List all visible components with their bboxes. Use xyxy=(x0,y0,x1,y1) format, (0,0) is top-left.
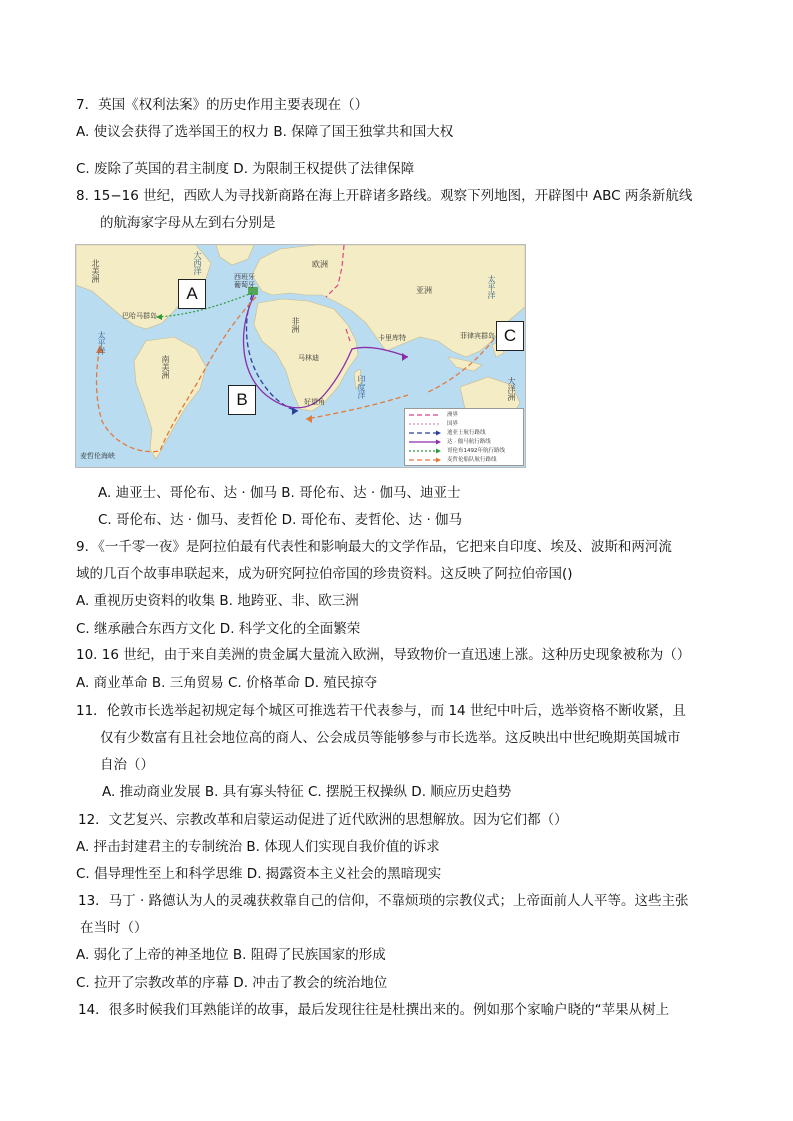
label-calicut: 卡里库特 xyxy=(378,334,406,342)
q11-stem-line1: 11．伦敦市长选举起初规定每个城区可推选若干代表参与，而 14 世纪中叶后，选举资格不断收紧，且 xyxy=(76,703,686,719)
label-oceania: 大洋洲 xyxy=(507,377,516,401)
label-malindi: 马林迪 xyxy=(298,354,319,362)
q11-options: A. 推动商业发展 B. 具有寡头特征 C. 摆脱王权操纵 D. 顺应历史趋势 xyxy=(102,784,512,800)
label-europe: 欧洲 xyxy=(312,260,328,269)
label-spain-portugal: 西班牙 葡萄牙 xyxy=(234,273,255,289)
q10-options: A. 商业革命 B. 三角贸易 C. 价格革命 D. 殖民掠夺 xyxy=(76,675,378,691)
q9-options-cd: C. 继承融合东西方文化 D. 科学文化的全面繁荣 xyxy=(76,621,361,637)
q11-stem-line3: 自治（） xyxy=(100,757,154,773)
label-asia: 亚洲 xyxy=(416,286,432,295)
route-label-c: C xyxy=(496,321,524,351)
q9-stem-line1: 9．《一千零一夜》是阿拉伯最有代表性和影响最大的文学作品，它把来自印度、埃及、波斯和两河流 xyxy=(76,539,672,555)
legend-magellan-route: 麦哲伦船队航行路线 xyxy=(409,456,519,464)
q7-options-cd: C. 废除了英国的君主制度 D. 为限制王权提供了法律保障 xyxy=(76,161,415,177)
q12-options-cd: C. 倡导理性至上和科学思维 D. 揭露资本主义社会的黑暗现实 xyxy=(76,866,442,882)
q8-stem-line2: 的航海家字母从左到右分别是 xyxy=(100,215,276,231)
q9-options-ab: A. 重视历史资料的收集 B. 地跨亚、非、欧三洲 xyxy=(76,593,359,609)
q8-options-ab: A. 迪亚士、哥伦布、达 · 伽马 B. 哥伦布、达 · 伽马、迪亚士 xyxy=(98,485,461,501)
label-bahamas: 巴哈马群岛 xyxy=(122,312,157,320)
legend-dias-route: 迪亚士航行路线 xyxy=(409,429,519,437)
legend-country-boundary: 国界 xyxy=(447,421,459,427)
q10-stem: 10. 16 世纪，由于来自美洲的贵金属大量流入欧洲，导致物价一直迅速上涨。这种历史现象被称为（） xyxy=(76,647,691,663)
q12-stem: 12．文艺复兴、宗教改革和启蒙运动促进了近代欧洲的思想解放。因为它们都（） xyxy=(78,812,568,828)
voyage-map xyxy=(75,244,526,468)
q8-stem-line1: 8. 15−16 世纪，西欧人为寻找新商路在海上开辟诸多路线。观察下列地图，开辟图中 ABC 两条新航线 xyxy=(76,188,693,204)
legend-gama-route: 达 · 伽马航行路线 xyxy=(409,438,519,446)
q13-options-cd: C. 拉开了宗教改革的序幕 D. 冲击了教会的统治地位 xyxy=(76,975,388,991)
route-label-a: A xyxy=(178,279,206,309)
legend-columbus-route: 哥伦布1492年航行路线 xyxy=(409,447,519,455)
q7-options-ab: A. 使议会获得了选举国王的权力 B. 保障了国王独掌共和国大权 xyxy=(76,124,454,140)
q13-options-ab: A. 弱化了上帝的神圣地位 B. 阻碍了民族国家的形成 xyxy=(76,947,386,963)
label-africa: 非洲 xyxy=(291,317,300,333)
label-indian-ocean: 印度洋 xyxy=(357,375,366,399)
legend-continent-boundary: 洲界 xyxy=(447,412,459,418)
q8-options-cd: C. 哥伦布、达 · 伽马、麦哲伦 D. 哥伦布、麦哲伦、达 · 伽马 xyxy=(98,512,463,528)
q13-stem-line2: 在当时（） xyxy=(80,920,148,936)
route-label-b: B xyxy=(228,385,256,415)
q9-stem-line2: 域的几百个故事串联起来，成为研究阿拉伯帝国的珍贵资料。这反映了阿拉伯帝国() xyxy=(76,566,573,582)
label-magellan-strait: 麦哲伦海峡 xyxy=(80,452,115,460)
q13-stem-line1: 13．马丁 · 路德认为人的灵魂获救靠自己的信仰，不靠烦琐的宗教仪式；上帝面前人人平等。这些主张 xyxy=(78,893,689,909)
q11-stem-line2: 仅有少数富有且社会地位高的商人、公会成员等能够参与市长选举。这反映出中世纪晚期英国城市 xyxy=(100,730,681,746)
q7-stem: 7．英国《权利法案》的历史作用主要表现在（） xyxy=(76,97,369,113)
q14-stem-line1: 14．很多时候我们耳熟能详的故事，最后发现往往是杜撰出来的。例如那个家喻户晓的“苹果从树上 xyxy=(78,1002,670,1018)
label-south-america: 南美洲 xyxy=(161,355,170,379)
map-legend xyxy=(404,408,524,466)
label-pacific-right: 太平洋 xyxy=(487,275,496,299)
label-philippines: 菲律宾群岛 xyxy=(460,332,495,340)
label-north-america: 北美洲 xyxy=(91,259,100,283)
label-cape-of-good-hope: 好望角 xyxy=(304,398,325,406)
label-pacific-left: 太平洋 xyxy=(97,331,106,355)
q12-options-ab: A. 抨击封建君主的专制统治 B. 体现人们实现自我价值的诉求 xyxy=(76,839,440,855)
label-atlantic: 大西洋 xyxy=(193,251,202,275)
